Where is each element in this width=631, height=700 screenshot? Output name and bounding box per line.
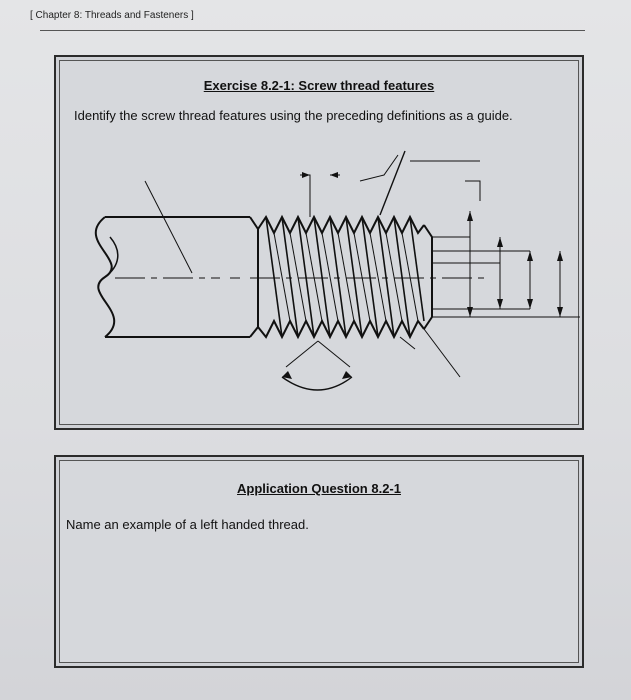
arrow-head-pitch-right: [330, 172, 338, 178]
thread-angle-arc: [282, 377, 352, 390]
arrow-head-pitch-left: [302, 172, 310, 178]
thread-root-lines: [274, 233, 418, 321]
application-question: Name an example of a left handed thread.: [66, 517, 309, 532]
application-panel-inner: [59, 460, 579, 663]
leader-bottom-right-2: [400, 337, 415, 349]
chapter-header: [ Chapter 8: Threads and Fasteners ]: [30, 10, 194, 21]
arrow-head-3: [497, 237, 503, 247]
exercise-panel: [54, 55, 584, 430]
arrow-head-1: [467, 211, 473, 221]
thread-angle-leg-left: [286, 341, 318, 367]
arrow-head-8: [557, 307, 563, 317]
chamfer: [250, 217, 258, 337]
exercise-title: Exercise 8.2-1: Screw thread features: [203, 78, 435, 93]
leader-left: [145, 181, 192, 273]
leader-bottom-right: [424, 329, 460, 377]
thread-angle-leg-right: [318, 341, 350, 367]
arrow-head-7: [557, 251, 563, 261]
header-rule: [40, 30, 585, 31]
exercise-instruction: Identify the screw thread features using the preceding definitions as a guide.: [74, 108, 513, 123]
arrow-head-5: [527, 251, 533, 261]
leader-bracket: [465, 181, 480, 201]
leader-pitch-left: [300, 175, 310, 217]
thread-profile-bottom: [258, 321, 424, 337]
end-face: [424, 225, 432, 329]
leader-crest: [360, 155, 398, 181]
arrow-head-6: [527, 299, 533, 309]
application-panel: [54, 455, 584, 668]
application-title: Application Question 8.2-1: [237, 481, 401, 496]
screw-thread-drawing: [60, 141, 580, 426]
leader-slash: [380, 151, 405, 215]
arrow-head-4: [497, 299, 503, 309]
exercise-panel-inner: [59, 60, 579, 425]
shaft-outline: [105, 217, 250, 337]
arrow-head-2: [467, 307, 473, 317]
